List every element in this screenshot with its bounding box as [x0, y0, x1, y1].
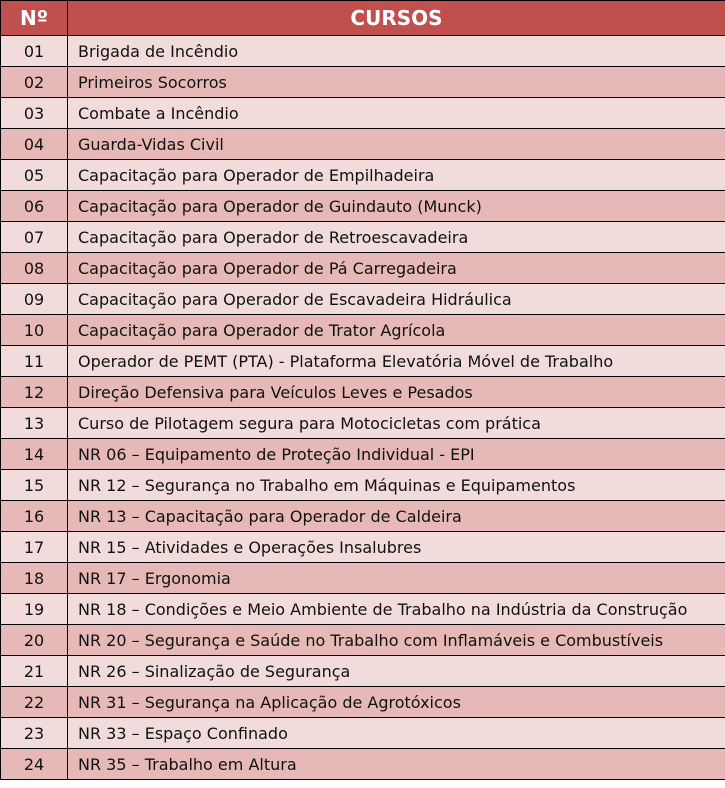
course-name: Capacitação para Operador de Empilhadeira	[68, 160, 725, 191]
course-name: NR 06 – Equipamento de Proteção Individual - EPI	[68, 439, 725, 470]
course-number: 16	[1, 501, 68, 532]
course-name: NR 12 – Segurança no Trabalho em Máquinas e Equipamentos	[68, 470, 725, 501]
course-name: NR 13 – Capacitação para Operador de Caldeira	[68, 501, 725, 532]
table-row	[1, 656, 725, 687]
table-row	[1, 222, 725, 253]
course-number: 09	[1, 284, 68, 315]
table-row	[1, 749, 725, 780]
course-name: Curso de Pilotagem segura para Motocicletas com prática	[68, 408, 725, 439]
course-name: Combate a Incêndio	[68, 98, 725, 129]
course-number: 17	[1, 532, 68, 563]
table-row	[1, 408, 725, 439]
table-row	[1, 284, 725, 315]
course-number: 18	[1, 563, 68, 594]
course-name: NR 15 – Atividades e Operações Insalubres	[68, 532, 725, 563]
course-name: NR 26 – Sinalização de Segurança	[68, 656, 725, 687]
table-row	[1, 36, 725, 67]
header-courses: CURSOS	[68, 1, 725, 36]
table-row	[1, 470, 725, 501]
course-number: 07	[1, 222, 68, 253]
table-row	[1, 315, 725, 346]
course-number: 08	[1, 253, 68, 284]
table-row	[1, 253, 725, 284]
course-number: 06	[1, 191, 68, 222]
course-number: 03	[1, 98, 68, 129]
course-name: NR 35 – Trabalho em Altura	[68, 749, 725, 780]
table-row	[1, 594, 725, 625]
course-number: 13	[1, 408, 68, 439]
course-name: Capacitação para Operador de Trator Agrícola	[68, 315, 725, 346]
table-row	[1, 160, 725, 191]
course-number: 14	[1, 439, 68, 470]
course-name: Brigada de Incêndio	[68, 36, 725, 67]
course-number: 02	[1, 67, 68, 98]
table-row	[1, 129, 725, 160]
course-name: Capacitação para Operador de Retroescavadeira	[68, 222, 725, 253]
course-name: NR 17 – Ergonomia	[68, 563, 725, 594]
course-name: NR 33 – Espaço Confinado	[68, 718, 725, 749]
course-number: 05	[1, 160, 68, 191]
course-name: Capacitação para Operador de Guindauto (Munck)	[68, 191, 725, 222]
course-name: Operador de PEMT (PTA) - Plataforma Elevatória Móvel de Trabalho	[68, 346, 725, 377]
course-number: 10	[1, 315, 68, 346]
table-row	[1, 377, 725, 408]
course-number: 01	[1, 36, 68, 67]
table-row	[1, 439, 725, 470]
course-number: 24	[1, 749, 68, 780]
header-row	[1, 1, 725, 36]
course-number: 20	[1, 625, 68, 656]
course-number: 15	[1, 470, 68, 501]
table-row	[1, 501, 725, 532]
table-row	[1, 98, 725, 129]
header-number: Nº	[1, 1, 68, 36]
table-row	[1, 67, 725, 98]
course-name: Guarda-Vidas Civil	[68, 129, 725, 160]
course-number: 12	[1, 377, 68, 408]
course-name: Capacitação para Operador de Pá Carregadeira	[68, 253, 725, 284]
table-row	[1, 191, 725, 222]
course-name: NR 31 – Segurança na Aplicação de Agrotóxicos	[68, 687, 725, 718]
table-header	[1, 1, 725, 36]
course-number: 04	[1, 129, 68, 160]
table-row	[1, 625, 725, 656]
table-row	[1, 687, 725, 718]
table-row	[1, 718, 725, 749]
course-number: 21	[1, 656, 68, 687]
course-number: 23	[1, 718, 68, 749]
course-name: NR 20 – Segurança e Saúde no Trabalho com Inflamáveis e Combustíveis	[68, 625, 725, 656]
course-name: Direção Defensiva para Veículos Leves e Pesados	[68, 377, 725, 408]
table-row	[1, 563, 725, 594]
course-name: Primeiros Socorros	[68, 67, 725, 98]
course-number: 11	[1, 346, 68, 377]
course-name: NR 18 – Condições e Meio Ambiente de Trabalho na Indústria da Construção	[68, 594, 725, 625]
course-number: 19	[1, 594, 68, 625]
course-name: Capacitação para Operador de Escavadeira Hidráulica	[68, 284, 725, 315]
course-number: 22	[1, 687, 68, 718]
table-body	[1, 36, 725, 780]
table-row	[1, 532, 725, 563]
table-row	[1, 346, 725, 377]
